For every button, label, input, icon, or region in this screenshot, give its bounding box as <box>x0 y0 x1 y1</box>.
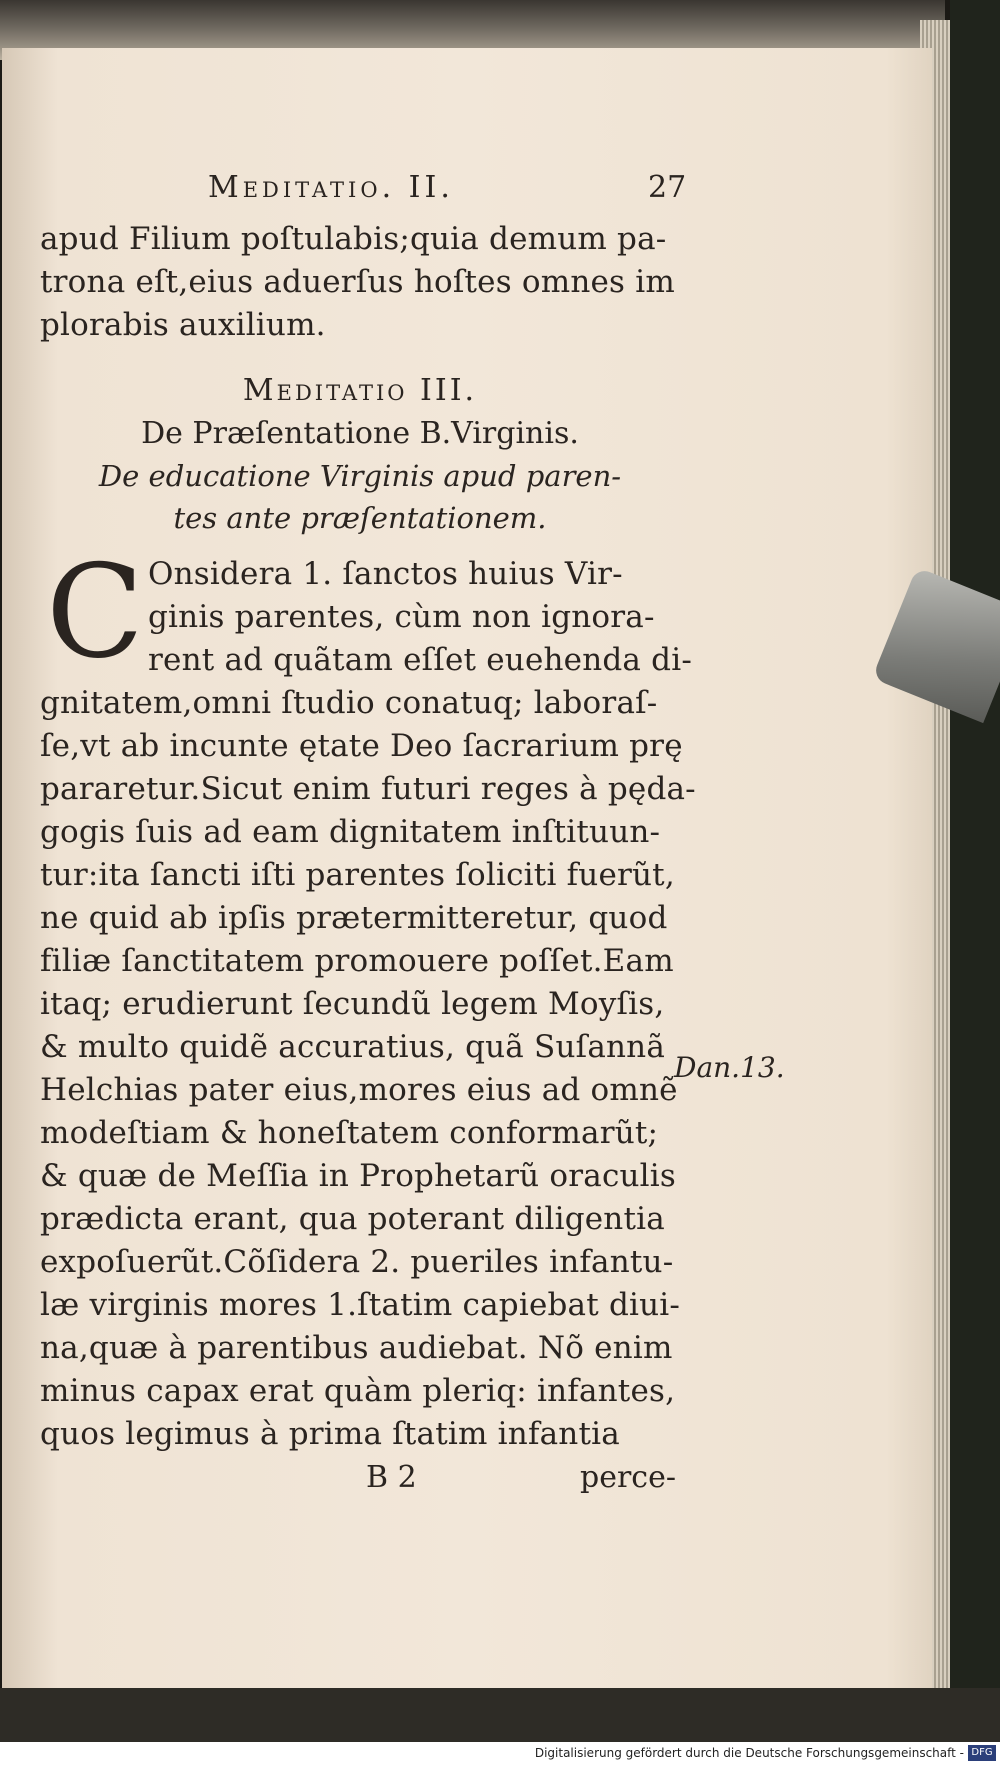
section-heading: Meditatio III. <box>242 373 478 408</box>
main-paragraph <box>40 538 696 1456</box>
text-line: & quæ de Meſſia in Prophetarũ oraculis <box>40 1158 677 1194</box>
scan-credit-text: Digitalisierung gefördert durch die Deutsche Forschungsgemeinschaft - <box>534 1746 964 1760</box>
text-line: & multo quidẽ accuratius, quã Suſannã <box>40 1029 666 1065</box>
text-line: ſe,vt ab incunte ętate Deo ſacrarium prę <box>40 728 683 764</box>
page-footer <box>40 1460 680 1508</box>
text-line: modeſtiam & honeſtatem conformarũt; <box>40 1115 659 1151</box>
text-line: quos legimus à prima ſtatim infantia <box>40 1416 620 1452</box>
text-line: rent ad quãtam eſſet euehenda di- <box>148 642 692 678</box>
running-header <box>40 170 687 218</box>
catchword: perce- <box>580 1460 676 1495</box>
text-line: tur:ita ſancti iſti parentes ſoliciti fuerũt, <box>40 857 675 893</box>
scan-footer <box>0 1742 1000 1766</box>
running-title: Meditatio. II. <box>208 170 454 205</box>
section-subheading: De Præſentatione B.Virginis. <box>141 416 579 451</box>
text-line: pararetur.Sicut enim futuri reges à pęda- <box>40 771 696 807</box>
book-page <box>2 48 932 1690</box>
text-line: expoſuerũt.Cõſidera 2. pueriles infantu- <box>40 1244 674 1280</box>
bottom-background <box>0 1688 1000 1742</box>
dark-background <box>950 0 1000 1766</box>
text-line: trona eſt,eius aduerſus hoſtes omnes im <box>40 264 675 300</box>
drop-cap: C <box>46 538 144 687</box>
italic-heading-line: tes ante præſentationem. <box>173 501 547 535</box>
text-line: Onsidera 1. ſanctos huius Vir- <box>148 556 623 592</box>
dfg-logo: DFG <box>968 1745 996 1761</box>
text-line: na,quæ à parentibus audiebat. Nõ enim <box>40 1330 673 1366</box>
text-line: ginis parentes, cùm non ignora- <box>148 599 655 635</box>
text-line: itaq; erudierunt ſecundũ legem Moyſis, <box>40 986 665 1022</box>
text-line: minus capax erat quàm pleriq: infantes, <box>40 1373 676 1409</box>
text-line: læ virginis mores 1.ſtatim capiebat diui- <box>40 1287 681 1323</box>
text-line: ne quid ab ipſis prætermitteretur, quod <box>40 900 668 936</box>
continued-paragraph <box>40 218 680 347</box>
text-line: filiæ ſanctitatem promouere poſſet.Eam <box>40 943 674 979</box>
text-line: gnitatem,omni ſtudio conatuq; laboraſ- <box>40 685 658 721</box>
signature-mark: B 2 <box>366 1460 417 1495</box>
italic-heading-line: De educatione Virginis apud paren- <box>98 459 622 493</box>
page-text-block <box>40 170 696 1508</box>
page-number: 27 <box>648 170 687 205</box>
text-line: Helchias pater eius,mores eius ad omnẽ <box>40 1072 678 1108</box>
margin-note: Dan.13. <box>674 1051 785 1084</box>
text-line: gogis ſuis ad eam dignitatem inſtituun- <box>40 814 661 850</box>
text-line: apud Filium poſtulabis;quia demum pa- <box>40 221 667 257</box>
text-line: prædicta erant, qua poterant diligentia <box>40 1201 665 1237</box>
text-line: plorabis auxilium. <box>40 307 326 343</box>
